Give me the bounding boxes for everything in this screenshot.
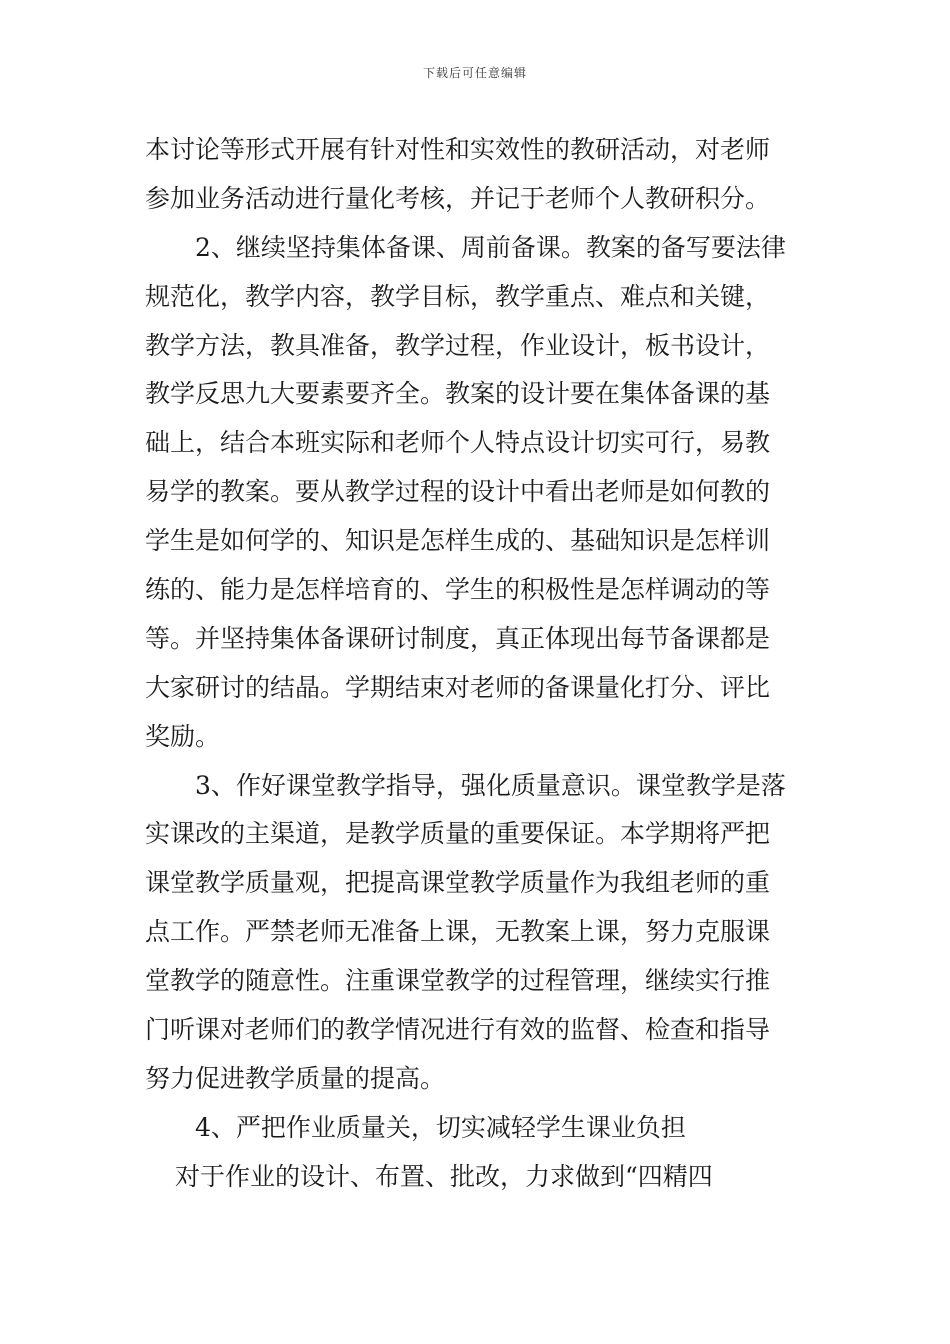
paragraph-start-line: 2、继续坚持集体备课、周前备课。教案的备写要法律	[195, 232, 786, 262]
text-line: 大家研讨的结晶。学期结束对老师的备课量化打分、评比	[145, 672, 771, 702]
paragraph-start-line: 4、严把作业质量关，切实减轻学生课业负担	[195, 1112, 686, 1142]
text-line: 等。并坚持集体备课研讨制度，真正体现出每节备课都是	[145, 623, 771, 653]
text-line: 参加业务活动进行量化考核，并记于老师个人教研积分。	[145, 183, 771, 213]
text-line: 奖励。	[145, 721, 221, 751]
paragraph-start-line: 对于作业的设计、布置、批改，力求做到“四精四	[175, 1161, 713, 1191]
text-line: 点工作。严禁老师无准备上课，无教案上课，努力克服课	[145, 917, 771, 947]
text-line: 学生是如何学的、知识是怎样生成的、基础知识是怎样训	[145, 526, 771, 556]
text-line: 实课改的主渠道，是教学质量的重要保证。本学期将严把	[145, 819, 771, 849]
document-body	[145, 126, 811, 1202]
text-line: 易学的教案。要从教学过程的设计中看出老师是如何教的	[145, 477, 771, 507]
text-line: 门听课对老师们的教学情况进行有效的监督、检查和指导	[145, 1015, 771, 1045]
text-line: 本讨论等形式开展有针对性和实效性的教研活动，对老师	[145, 135, 771, 164]
text-line: 努力促进教学质量的提高。	[145, 1063, 446, 1093]
text-line: 教学反思九大要素要齐全。教案的设计要在集体备课的基	[145, 379, 771, 409]
text-line: 堂教学的随意性。注重课堂教学的过程管理，继续实行推	[145, 966, 771, 996]
paragraph-start-line: 3、作好课堂教学指导，强化质量意识。课堂教学是落	[195, 770, 786, 800]
text-line: 规范化，教学内容，教学目标，教学重点、难点和关键，	[145, 281, 771, 311]
text-line: 课堂教学质量观，把提高课堂教学质量作为我组老师的重	[145, 868, 771, 898]
text-line: 础上，结合本班实际和老师个人特点设计切实可行，易教	[145, 428, 771, 458]
text-line: 练的、能力是怎样培育的、学生的积极性是怎样调动的等	[145, 575, 771, 605]
page-header: 下载后可任意编辑	[422, 66, 527, 80]
text-line: 教学方法，教具准备，教学过程，作业设计，板书设计，	[145, 330, 771, 360]
